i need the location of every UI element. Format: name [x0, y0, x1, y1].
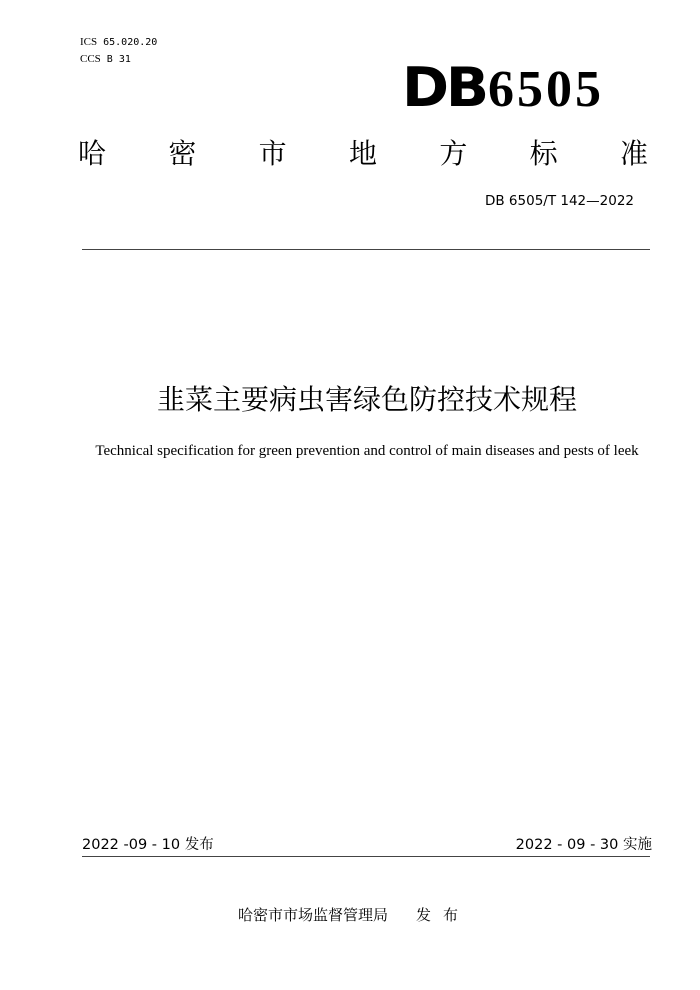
- ics-label: ICS: [80, 36, 98, 48]
- issuer: [238, 904, 470, 926]
- standard-type-heading: [78, 134, 648, 174]
- standard-type-char: 标: [529, 137, 558, 170]
- standard-type-char: 哈: [78, 137, 107, 170]
- db-logo: [402, 56, 604, 119]
- db-logo-letters: DB: [402, 56, 486, 119]
- standard-number: DB 6505/T 142—2022: [484, 193, 634, 209]
- ccs-line: [80, 51, 157, 68]
- standard-type-char: 方: [439, 137, 468, 170]
- english-title: Technical specification for green prevention and control of main diseases and pests of leek: [95, 443, 639, 459]
- bottom-divider: [82, 856, 650, 857]
- standard-type-char: 市: [258, 137, 287, 170]
- ccs-label: CCS: [80, 53, 101, 65]
- standard-type-char: 密: [168, 137, 197, 170]
- db-logo-number: 6505: [488, 61, 604, 118]
- standard-type-char: 准: [619, 137, 648, 170]
- chinese-title: 韭菜主要病虫害绿色防控技术规程: [156, 383, 577, 416]
- ccs-value: B 31: [106, 54, 131, 65]
- release-date: 2022 -09 - 10 发布: [82, 837, 214, 853]
- ics-line: [80, 34, 157, 51]
- classification-codes: [80, 34, 157, 68]
- issuer-action: 发布: [416, 906, 471, 924]
- ics-value: 65.020.20: [103, 37, 158, 48]
- issuer-name: 哈密市市场监督管理局: [238, 906, 389, 924]
- implementation-date: 2022 - 09 - 30 实施: [515, 837, 652, 853]
- top-divider: [82, 249, 650, 250]
- standard-type-char: 地: [348, 137, 377, 170]
